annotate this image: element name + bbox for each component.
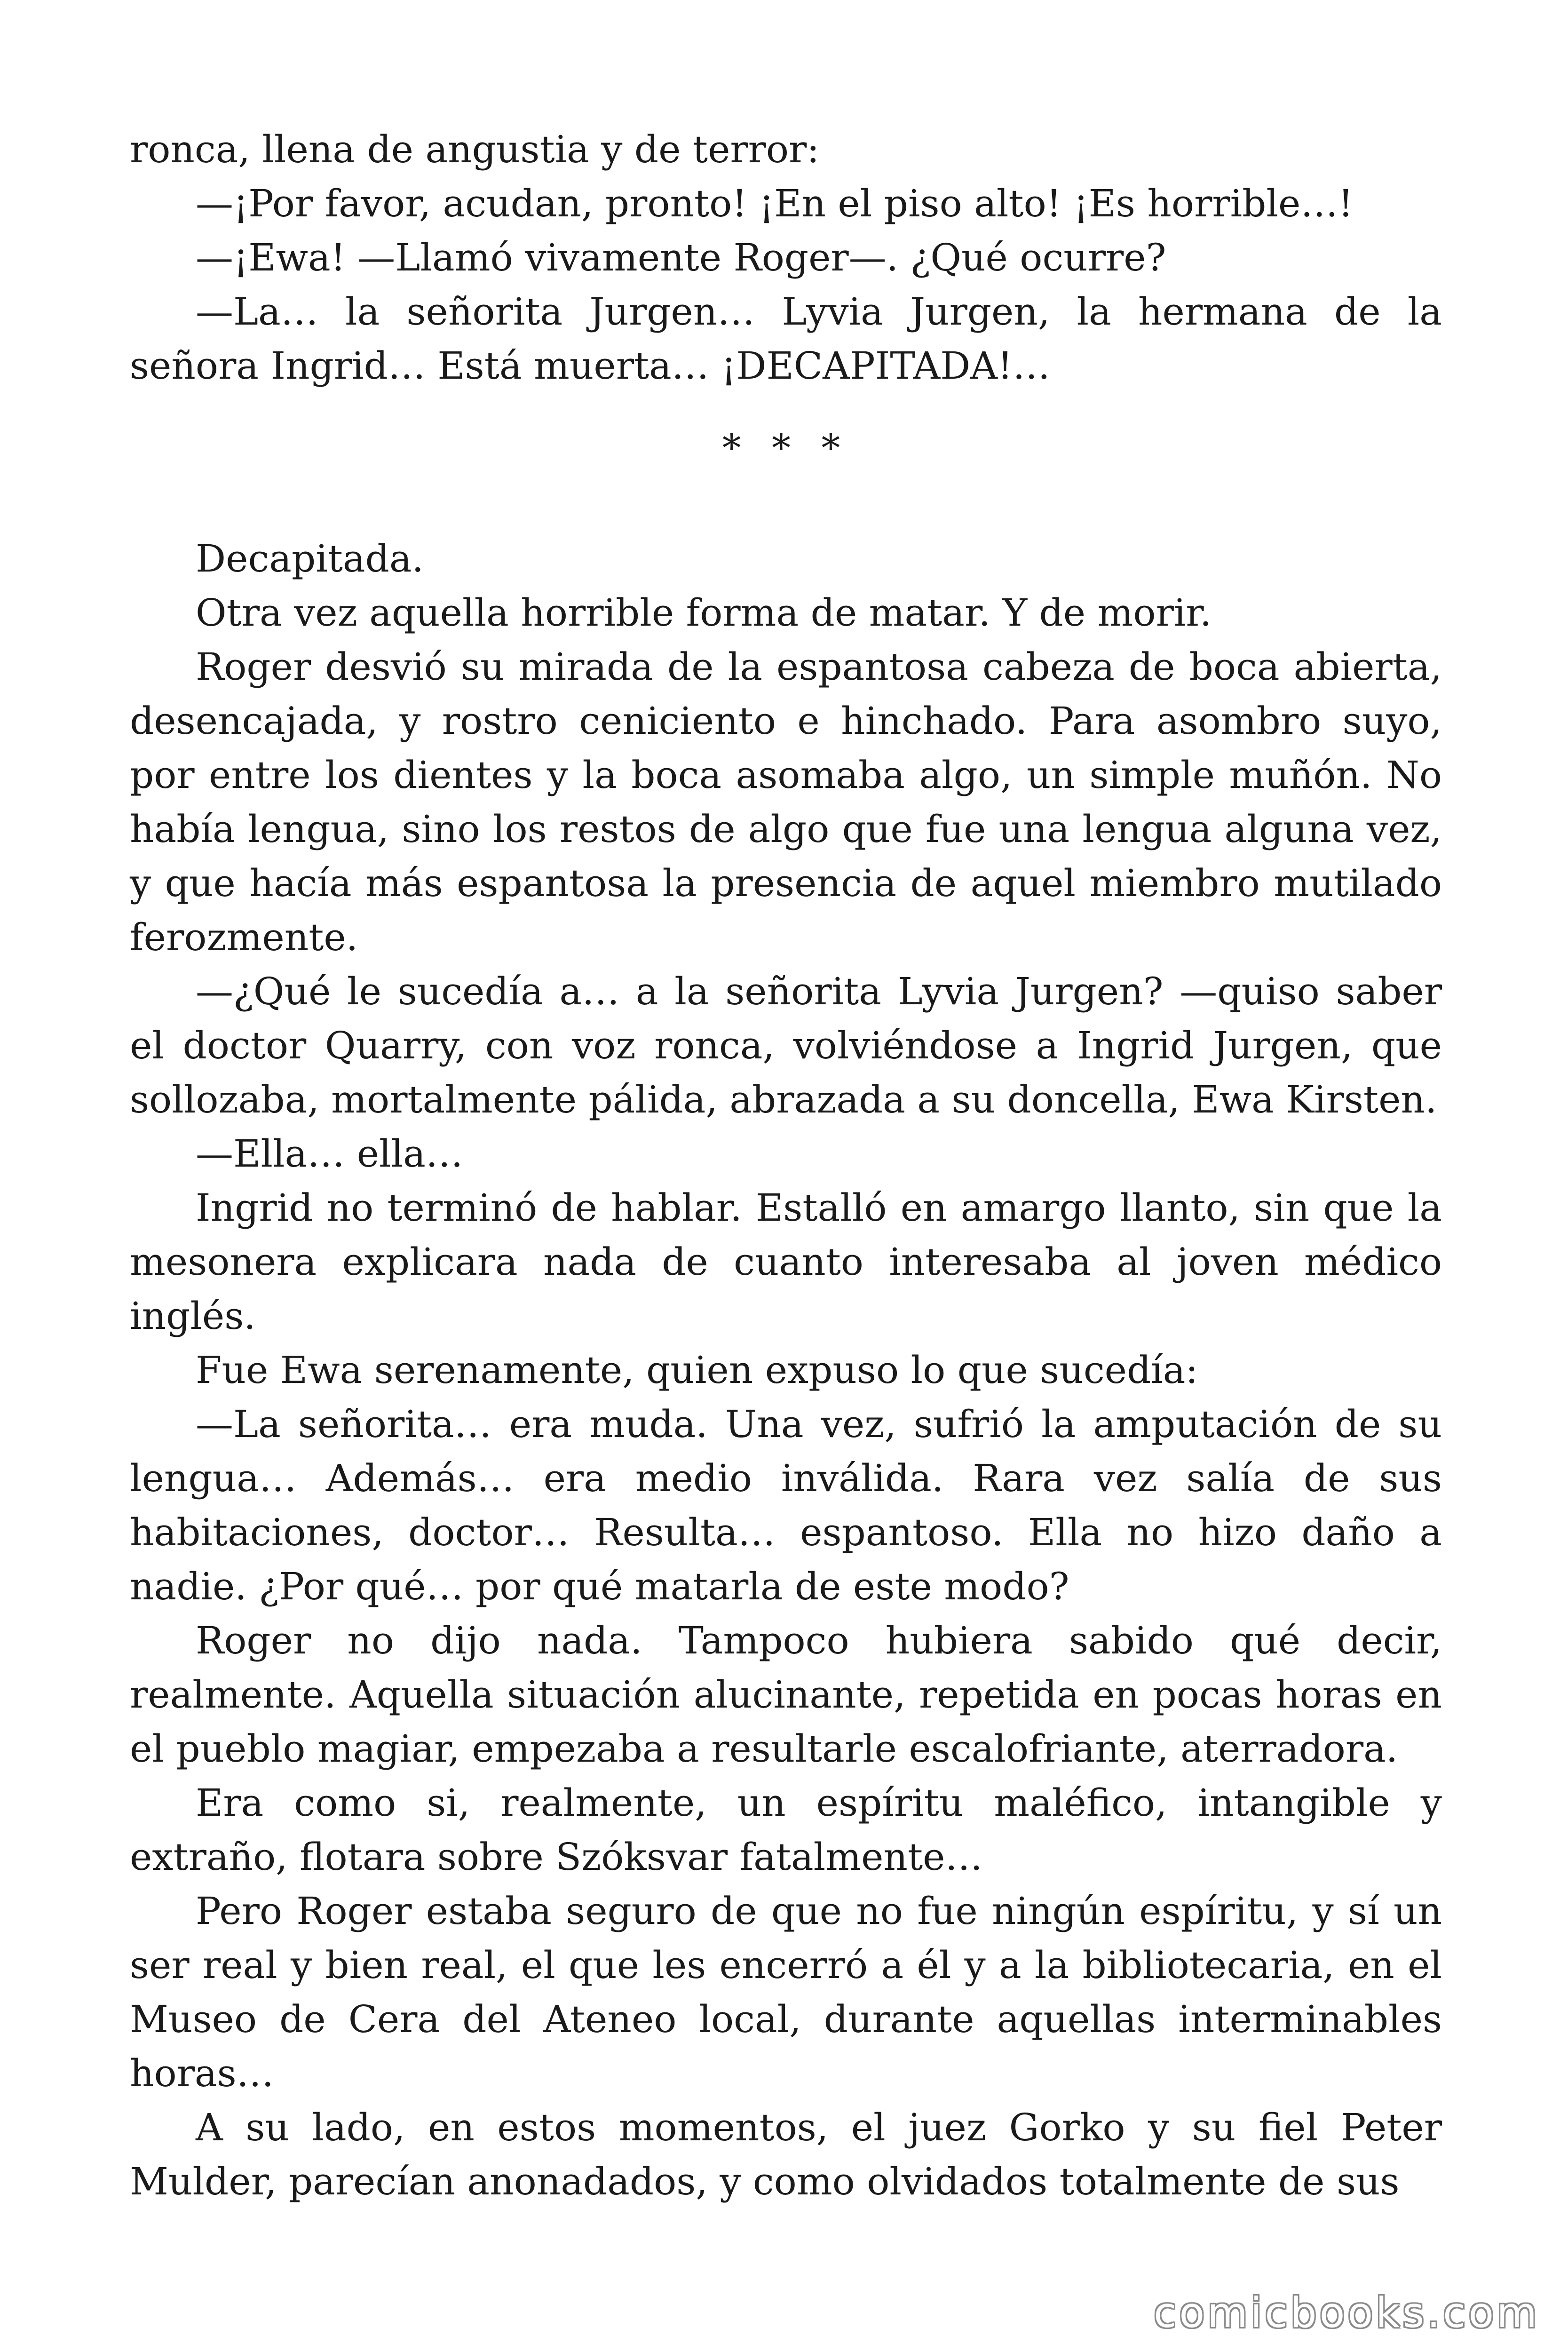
scene-break: * * * — [722, 426, 850, 470]
paragraph: Fue Ewa serenamente, quien expuso lo que sucedía: — [196, 1348, 1198, 1392]
paragraph: —¿Qué le sucedía a… a la señorita Lyvia Jurgen? —quiso saber el doctor Quarry, con voz ronca, volviéndose a Ingrid Jurgen, que sollozaba, mortalmente pálida, abrazada a su doncella, Ewa Kirsten. — [130, 969, 1442, 1121]
paragraph: —La… la señorita Jurgen… Lyvia Jurgen, la hermana de la señora Ingrid… Está muerta… ¡DECAPITADA!… — [130, 290, 1442, 388]
paragraph: Ingrid no terminó de hablar. Estalló en amargo llanto, sin que la mesonera explicara nada de cuanto interesaba al joven médico inglés. — [130, 1186, 1442, 1338]
paragraph: Otra vez aquella horrible forma de matar. Y de morir. — [196, 591, 1212, 635]
watermark: comicbooks.com — [1153, 2288, 1540, 2337]
paragraph: Decapitada. — [196, 537, 424, 580]
paragraph: —Ella… ella… — [196, 1132, 463, 1176]
paragraph: A su lado, en estos momentos, el juez Gorko y su fiel Peter Mulder, parecían anonadados, y como olvidados totalmente de sus — [130, 2106, 1442, 2203]
paragraph: —¡Por favor, acudan, pronto! ¡En el piso alto! ¡Es horrible…! — [196, 182, 1354, 225]
paragraph: Era como si, realmente, un espíritu maléfico, intangible y extraño, flotara sobre Szóksvar fatalmente… — [130, 1781, 1442, 1879]
page-body-text — [130, 122, 1442, 2209]
paragraph: Pero Roger estaba seguro de que no fue ningún espíritu, y sí un ser real y bien real, el que les encerró a él y a la bibliotecaria, en el Museo de Cera del Ateneo local, durante aquellas interminables horas… — [130, 1889, 1442, 2095]
paragraph: Roger desvió su mirada de la espantosa cabeza de boca abierta, desencajada, y rostro ceniciento e hinchado. Para asombro suyo, por entre los dientes y la boca asomaba algo, un simple muñón. No había lengua, sino los restos de algo que fue una lengua alguna vez, y que hacía más espantosa la presencia de aquel miembro mutilado ferozmente. — [130, 645, 1442, 959]
paragraph: —¡Ewa! —Llamó vivamente Roger—. ¿Qué ocurre? — [196, 236, 1166, 279]
paragraph: —La señorita… era muda. Una vez, sufrió la amputación de su lengua… Además… era medio inválida. Rara vez salía de sus habitaciones, doctor… Resulta… espantoso. Ella no hizo daño a nadie. ¿Por qué… por qué matarla de este modo? — [130, 1402, 1442, 1608]
paragraph: ronca, llena de angustia y de terror: — [130, 127, 820, 171]
paragraph: Roger no dijo nada. Tampoco hubiera sabido qué decir, realmente. Aquella situación alucinante, repetida en pocas horas en el pueblo magiar, empezaba a resultarle escalofriante, aterradora. — [130, 1619, 1442, 1771]
